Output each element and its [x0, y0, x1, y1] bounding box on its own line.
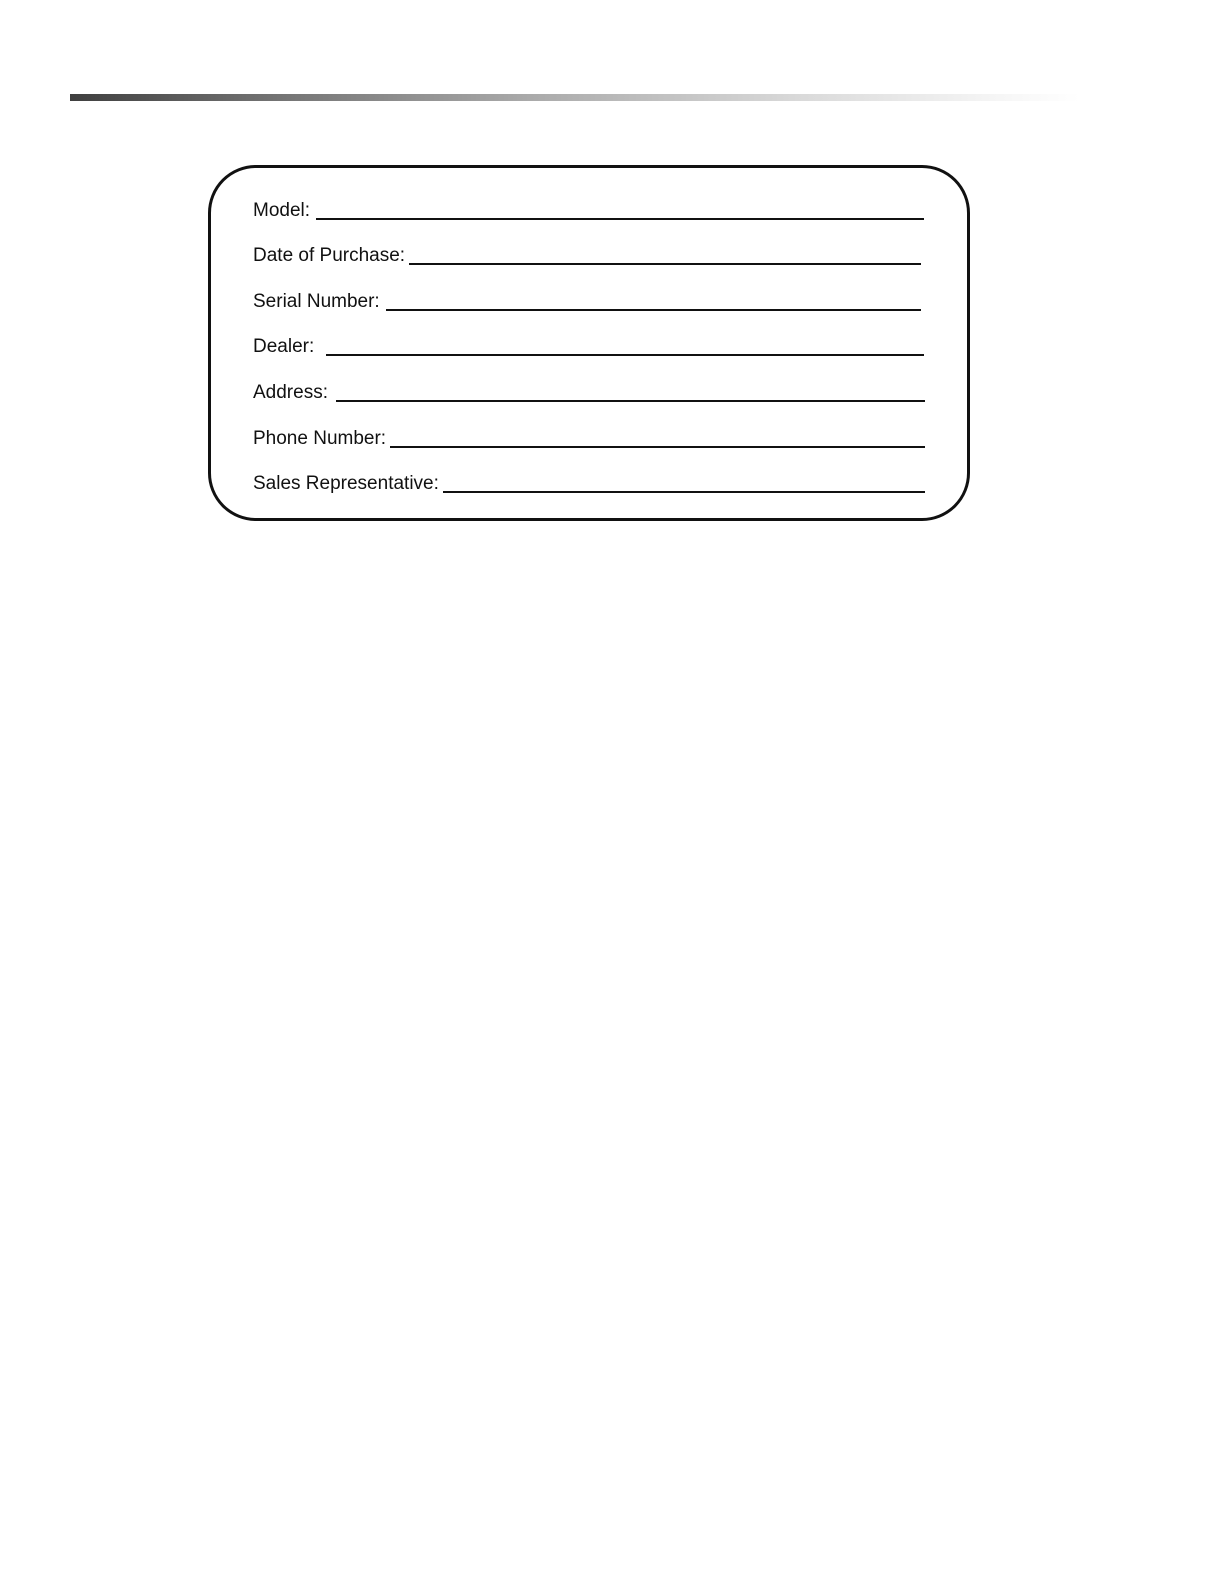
sales-representative-write-line	[443, 491, 925, 493]
date-of-purchase-label: Date of Purchase:	[253, 245, 406, 266]
sales-representative-field-row	[253, 465, 925, 495]
address-field-row	[253, 374, 925, 404]
sales-representative-label: Sales Representative:	[253, 473, 439, 494]
serial-number-label: Serial Number:	[253, 291, 380, 312]
serial-number-write-line	[386, 309, 921, 311]
date-of-purchase-field-row	[253, 237, 921, 267]
dealer-write-line	[326, 354, 924, 356]
model-label: Model:	[253, 200, 311, 221]
date-of-purchase-write-line	[409, 263, 921, 265]
address-write-line	[336, 400, 925, 402]
model-write-line	[316, 218, 924, 220]
dealer-field-row	[253, 328, 924, 358]
phone-number-label: Phone Number:	[253, 428, 387, 449]
header-divider	[70, 94, 1080, 101]
model-field-row	[253, 192, 924, 222]
phone-number-field-row	[253, 420, 925, 450]
address-label: Address:	[253, 382, 328, 403]
phone-number-write-line	[390, 446, 925, 448]
dealer-label: Dealer:	[253, 336, 315, 357]
serial-number-field-row	[253, 283, 921, 313]
purchase-record-card	[208, 165, 970, 521]
